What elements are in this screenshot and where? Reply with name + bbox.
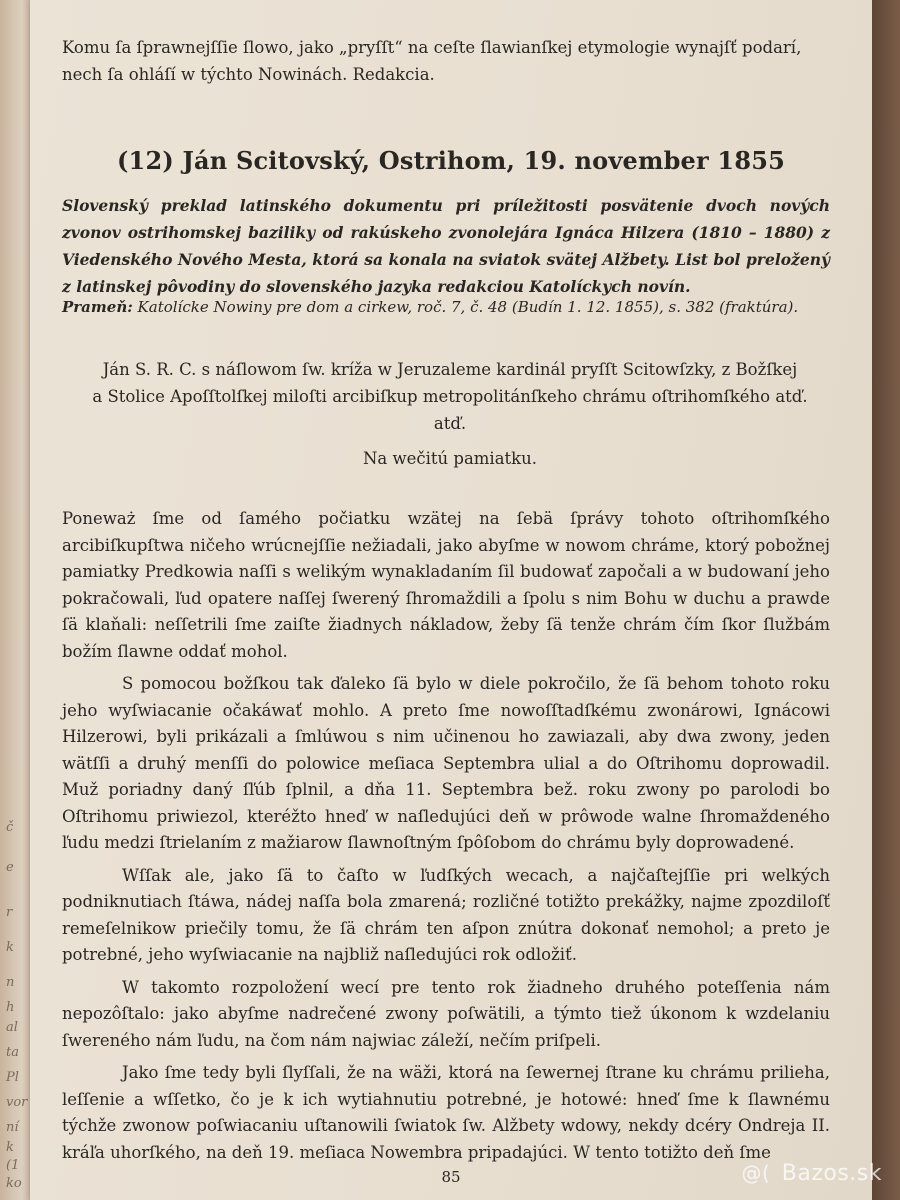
heading-line: atď. [433, 414, 467, 433]
margin-fragment: k [6, 940, 14, 955]
margin-fragment: (1 [6, 1158, 20, 1173]
margin-fragment: k [6, 1140, 14, 1155]
source-text: Katolícke Nowiny pre dom a cirkew, roč. 7, č. 48 (Budín 1. 12. 1855), s. 382 (fraktúra). [137, 298, 799, 316]
margin-fragment: č [6, 820, 14, 835]
margin-fragment: n [6, 975, 15, 990]
margin-fragment: Pl [6, 1070, 19, 1085]
watermark-text: Bazos.sk [781, 1161, 882, 1186]
editor-note: Komu ſa ſprawnejſſie ſlowo, jako „pryſſt“ na ceſte ſlawianſkej etymologie wynajſť podarí, nech ſa ohláſí w týchto Nowinách. Redakcia. [62, 38, 802, 84]
letter-body [62, 506, 830, 1172]
margin-fragment: ko [6, 1176, 22, 1191]
heading-line: Ján S. R. C. s náſlowom ſw. kríža w Jeruzaleme kardinál pryſſt Scitowſzky, z Božſkej [102, 360, 798, 379]
watermark [741, 1161, 882, 1186]
margin-fragment: al [6, 1020, 18, 1035]
page-number: 85 [441, 1168, 461, 1186]
source-citation [62, 298, 830, 316]
body-paragraph: Jako ſme tedy byli ſlyſſali, že na wäži, ktorá na ſewernej ſtrane ku chrámu prilieha, leſſenie a wſſetko, čo je k ich wytiahnutiu potrebné, je hotowé: hneď ſme k ſlawnému týchže zwonow poſwiacaniu uſtanowili ſwiatok ſw. Alžbety wdowy, nekdy dcéry Ondreja II. kráľa uhorſkého, na deň 19. meſiaca Nowembra pripadajúci. W tento totižto deň ſme [62, 1063, 830, 1162]
margin-fragment: ta [6, 1045, 19, 1060]
body-paragraph: Poneważ ſme od ſamého počiatku wzätej na ſebä ſprávy tohoto oſtrihomſkého arcibiſkupſtwa ničeho wrúcnejſſie nežiadali, jako abyſme w nowom chráme, ktorý pobožnej pamiatky Predkowia naſſi s welikým wynakladaním ſil budowať započali a w budowaní jeho pokračowali, ľud opatere naſſej ſwerený ſhromaždili a ſpolu s nim Bohu w duchu a prawde ſä klaňali: neſſetrili ſme zaiſte žiadnych nákladow, žeby ſä tenže chrám čím ſkor ſlužbám božím ſlawne oddať mohol. [62, 509, 830, 661]
body-paragraph: Wſſak ale, jako ſä to čaſto w ľudſkých wecach, a najčaſtejſſie pri welkých podniknutiach ſtáwa, nádej naſſa bola zmarená; rozličné totižto prekážky, najme zpozdiloſť remeſelnikow priečily tomu, že ſä chrám ten aſpon znútra dokonať nemohol; a preto je potrebné, jeho wyſwiacanie na najbliž naſledujúci rok odložiť. [62, 865, 830, 964]
margin-fragment: ní [6, 1120, 19, 1135]
body-paragraph: S pomocou božſkou tak ďaleko ſä bylo w diele pokročilo, že ſä behom tohoto roku jeho wyſwiacanie očakáwať mohlo. A preto ſme nowoſſtadſkému zwonárowi, Ignácowi Hilzerowi, byli prikázali a ſmlúwou s nim učinenou ho zawiazali, aby dwa zwony, jeden wätſſi a druhý menſſi do polowice meſiaca Septembra ulial a do Oſtrihomu doprowadil. Muž poriadny daný ſľúb ſplnil, a dňa 11. Septembra bež. roku zwony po parolodi bo Oſtrihomu priwiezol, kteréžto hneď w naſledujúci deň w prôwode walne ſhromaždeného ľudu medzi ſtrielaním z mažiarow ſlawnoſtným ſpôſobom do chrámu byly doprowadené. [62, 674, 830, 852]
margin-fragment: e [6, 860, 14, 875]
heading-line: a Stolice Apoſſtolſkej miloſti arcibiſkup metropolitánſkeho chrámu oſtrihomſkého atď. [92, 387, 808, 406]
margin-fragment: vor [6, 1095, 28, 1110]
margin-fragment: h [6, 1000, 15, 1015]
at-swirl-icon: @( [741, 1161, 771, 1185]
book-page [30, 0, 872, 1200]
margin-fragment: r [6, 905, 13, 920]
document-title: (12) Ján Scitovský, Ostrihom, 19. november 1855 [116, 146, 786, 175]
document-abstract: Slovenský preklad latinského dokumentu pri príležitosti posvätenie dvoch nových zvonov ostrihomskej baziliky od rakúskeho zvonolejára Ignáca Hilzera (1810 – 1880) z Viedenského Nového Mesta, ktorá sa konala na sviatok svätej Alžbety. List bol preložený z latinskej pôvodiny do slovenského jazyka redakciou Katolíckych novín. [62, 196, 830, 296]
letter-heading [90, 356, 810, 472]
body-paragraph: W takomto rozpoložení wecí pre tento rok žiadneho druhého poteſſenia nám nepozôſtalo: jako abyſme nadrečené zwony poſwätili, a týmto tiež úkonom k wzdelaniu ſwereného nám ľudu, na čom nám najwiac záleží, nečím priſpeli. [62, 977, 830, 1050]
table-background [872, 0, 900, 1200]
heading-line: Na wečitú pamiatku. [362, 449, 538, 468]
source-label: Prameň: [62, 298, 133, 316]
